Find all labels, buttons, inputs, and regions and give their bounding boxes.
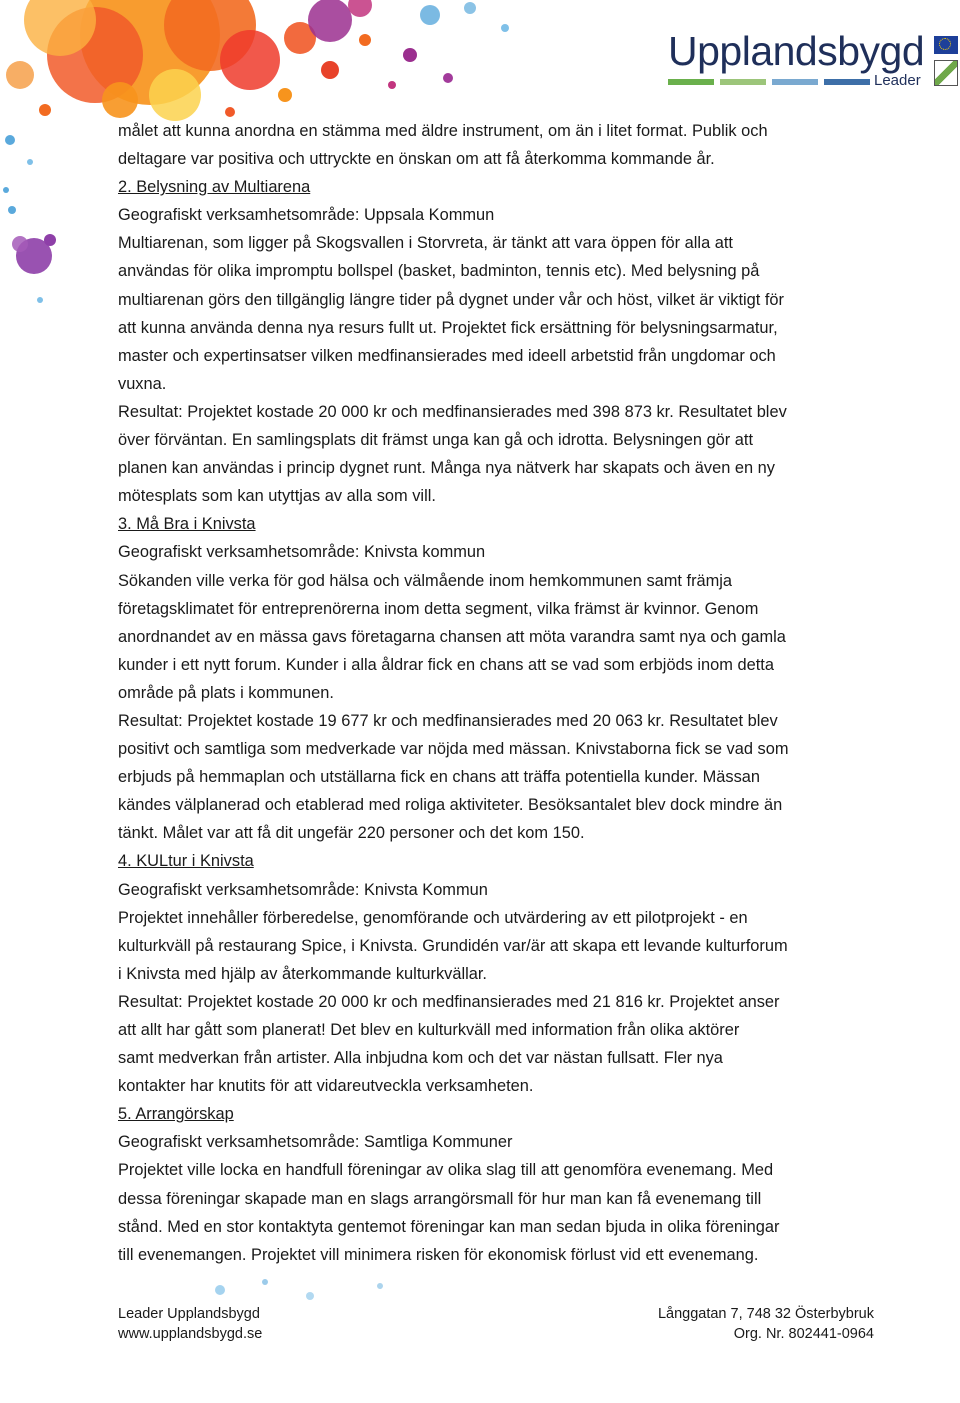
body-text-line: kulturkväll på restaurang Spice, i Knivsta. Grundidén var/är att skapa ett levande kulturforum [118,936,788,955]
eu-flag-icon [934,36,958,54]
logo-sub: Leader [874,72,921,89]
body-text-line: Sökanden ville verka för god hälsa och välmående inom hemkommunen samt främja [118,571,733,590]
body-text-line: samt medverkan från artister. Alla inbjudna kom och det var nästan fullsatt. Fler nya [118,1049,723,1068]
section-heading: 3. Må Bra i Knivsta [118,515,256,534]
body-text-line: till evenemangen. Projektet vill minimera risken för ekonomisk förlust vid ett evenemang. [118,1245,759,1264]
footer-left [118,1304,262,1344]
section-heading: 5. Arrangörskap [118,1105,234,1124]
body-text-line: Geografiskt verksamhetsområde: Uppsala Kommun [118,206,495,225]
body-text-line: dessa föreningar skapade man en slags arrangörsmall för hur man kan få evenemang till [118,1189,762,1208]
upplandsbygd-leader-logo [668,28,960,94]
body-text-line: multiarenan görs den tillgänglig längre tider på dygnet under vår och höst, vilket är viktigt för [118,290,785,309]
body-text-line: planen kan användas i princip dygnet runt. Många nya nätverk har skapats och även en ny [118,459,775,478]
body-text-line: område på plats i kommunen. [118,683,334,702]
body-text-line: användas för olika impromptu bollspel (basket, badminton, tennis etc). Med belysning på [118,262,760,281]
body-text-line: Resultat: Projektet kostade 20 000 kr och medfinansierades med 398 873 kr. Resultatet blev [118,402,787,421]
body-text-line: tänkt. Målet var att få dit ungefär 220 personer och det kom 150. [118,824,585,843]
logo-name: Upplandsbygd [668,28,925,74]
logo-bar [772,79,818,85]
footer-org-number: Org. Nr. 802441-0964 [733,1326,874,1342]
body-text-line: anordnandet av en mässa gavs företagarna chansen att möta varandra samt nya och gamla [118,627,786,646]
footer-address: Långgatan 7, 748 32 Österbybruk [657,1306,874,1322]
body-text-line: stånd. Med en stor kontaktyta gentemot föreningar kan man sedan bjuda in olika föreningar [118,1217,780,1236]
footer-website: www.upplandsbygd.se [118,1326,263,1342]
body-text-line: Multiarenan, som ligger på Skogsvallen i Storvreta, är tänkt att vara öppen för alla att [118,234,733,253]
leader-emblem-icon [934,60,958,86]
body-text-line: erbjuds på hemmaplan och utställarna fick en chans att träffa potentiella kunder. Mässan [118,768,761,787]
logo-bar [720,79,766,85]
document-body [118,117,880,1269]
body-text-line: kontakter har knutits för att vidareutveckla verksamheten. [118,1077,534,1096]
section-heading: 2. Belysning av Multiarena [118,178,311,197]
body-text-line: Geografiskt verksamhetsområde: Knivsta Kommun [118,880,488,899]
body-text-line: över förväntan. En samlingsplats dit främst unga kan gå och idrotta. Belysningen gör att [118,431,754,450]
body-text-line: deltagare var positiva och uttryckte en önskan om att få återkomma kommande år. [118,150,715,169]
body-text-line: mötesplats som kan utyttjas av alla som vill. [118,487,436,506]
section-heading: 4. KULtur i Knivsta [118,852,254,871]
body-text-line: Projektet innehåller förberedelse, genomförande och utvärdering av ett pilotprojekt - en [118,908,748,927]
body-text-line: kändes välplanerad och etablerad med roliga aktiviteter. Besöksantalet blev dock mindre än [118,796,783,815]
body-text-line: i Knivsta med hjälp av återkommande kulturkvällar. [118,964,487,983]
body-text-line: Resultat: Projektet kostade 20 000 kr och medfinansierades med 21 816 kr. Projektet anser [118,992,780,1011]
body-text-line: positivt och samtliga som medverkade var nöjda med mässan. Knivstaborna fick se vad som [118,740,789,759]
body-text-line: master och expertinsatser vilken medfinansierades med ideell arbetstid från ungdomar och [118,346,776,365]
logo-bar [824,79,870,85]
body-text-line: att allt har gått som planerat! Det blev en kulturkväll med information från olika aktörer [118,1021,740,1039]
body-text-line: Geografiskt verksamhetsområde: Samtliga Kommuner [118,1133,513,1152]
footer-org-name: Leader Upplandsbygd [118,1306,260,1322]
body-text-line: Geografiskt verksamhetsområde: Knivsta kommun [118,543,486,562]
body-text-line: målet att kunna anordna en stämma med äldre instrument, om än i litet format. Publik och [118,122,768,140]
body-text-line: företagsklimatet för entreprenörerna inom detta segment, vilka främst är kvinnor. Genom [118,599,759,618]
body-text-line: Projektet ville locka en handfull föreningar av olika slag till att genomföra evenemang. Med [118,1161,774,1180]
body-text-line: att kunna använda denna nya resurs fullt ut. Projektet fick ersättning för belysningsarmatur, [118,318,778,337]
body-text-line: vuxna. [118,374,167,393]
body-text-line: kunder i ett nytt forum. Kunder i alla åldrar fick en chans att se vad som erbjöds inom detta [118,655,774,674]
footer-right [658,1304,874,1344]
body-text-line: Resultat: Projektet kostade 19 677 kr och medfinansierades med 20 063 kr. Resultatet blev [118,711,778,730]
logo-bar [668,79,714,85]
